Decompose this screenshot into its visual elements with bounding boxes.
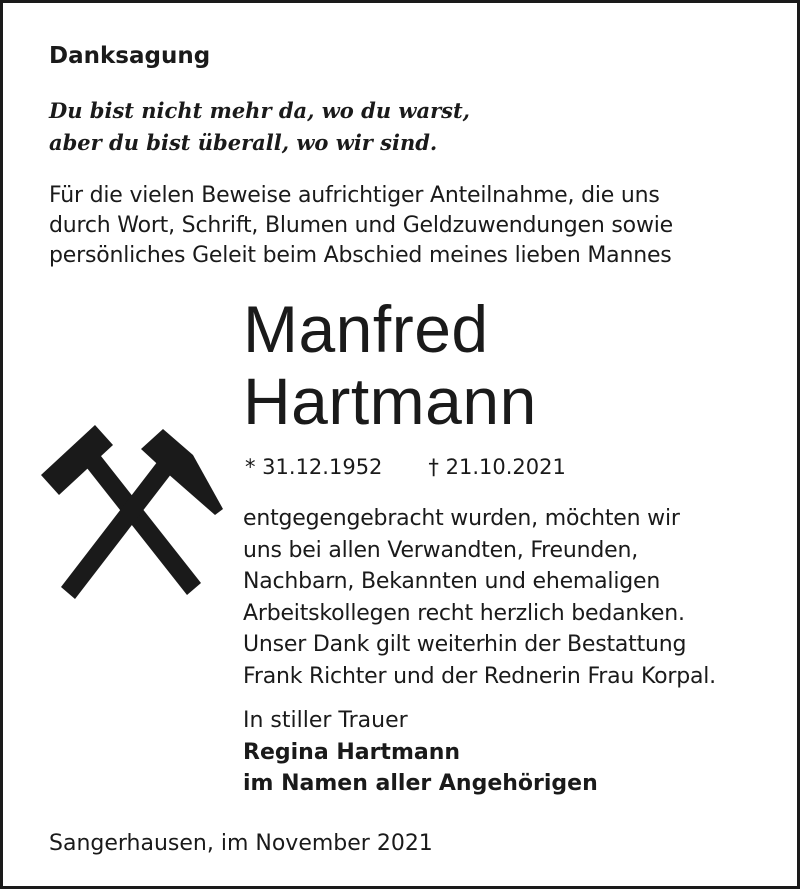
- thanks-line: Nachbarn, Bekannten und ehemaligen: [243, 569, 661, 594]
- closing-phrase: In stiller Trauer: [243, 708, 408, 733]
- last-name: Hartmann: [243, 364, 537, 438]
- deceased-name: [243, 293, 537, 437]
- life-dates: [245, 455, 566, 479]
- place-date: Sangerhausen, im November 2021: [49, 831, 433, 856]
- motto-line: Du bist nicht mehr da, wo du warst,: [49, 98, 470, 123]
- thanks-line: entgegengebracht wurden, möchten wir: [243, 506, 680, 531]
- motto: [49, 95, 470, 159]
- closing: [243, 705, 598, 800]
- death-date: † 21.10.2021: [428, 455, 566, 479]
- intro-paragraph: [49, 181, 673, 271]
- thanks-line: Frank Richter und der Rednerin Frau Korpal.: [243, 663, 716, 689]
- first-name: Manfred: [243, 292, 489, 366]
- intro-line: durch Wort, Schrift, Blumen und Geldzuwendungen sowie: [49, 213, 673, 238]
- motto-line: aber du bist überall, wo wir sind.: [49, 130, 438, 155]
- thanks-line: Unser Dank gilt weiterhin der Bestattung: [243, 632, 687, 657]
- birth-date: * 31.12.1952: [245, 455, 383, 479]
- intro-line: persönliches Geleit beim Abschied meines lieben Mannes: [49, 243, 672, 268]
- signer-name: Regina Hartmann: [243, 739, 461, 765]
- thanks-line: Arbeitskollegen recht herzlich bedanken.: [243, 600, 685, 626]
- crossed-hammers-icon: [33, 423, 228, 603]
- signer-family: im Namen aller Angehörigen: [243, 771, 598, 796]
- intro-line: Für die vielen Beweise aufrichtiger Anteilnahme, die uns: [49, 183, 660, 208]
- thanks-paragraph: [243, 503, 716, 692]
- heading: Danksagung: [49, 43, 211, 69]
- thanks-line: uns bei allen Verwandten, Freunden,: [243, 537, 638, 563]
